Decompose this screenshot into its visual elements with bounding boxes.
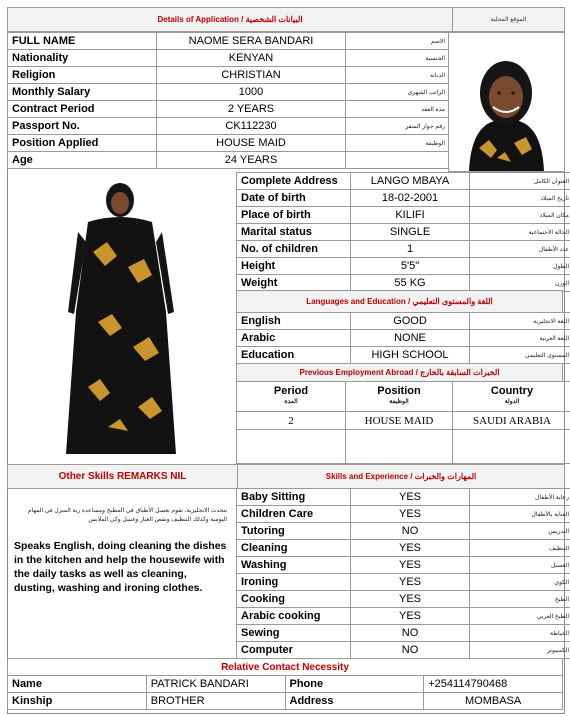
personal-arabic: الراتب الشهري [346,84,450,101]
skill-arabic: رعاية الأطفال [470,489,570,506]
personal-table [7,32,450,169]
details-table [236,172,570,292]
skill-arabic: التنظيف [470,540,570,557]
detail-value: SINGLE [351,224,470,241]
other-skills-arabic: تتحدث الانجليزية، تقوم بغسل الأطباق في المطبخ ومساعدة ربة المنزل في المهام اليومية وكذلك التنظيف ونفض الغبار وغسل وكي الملابس [27,508,227,523]
personal-label: FULL NAME [8,33,157,50]
language-label: Arabic [237,330,351,347]
skill-value: YES [351,506,470,523]
skill-arabic: الكوي [470,574,570,591]
detail-label: Date of birth [237,190,351,207]
personal-label: Contract Period [8,101,157,118]
language-label: English [237,313,351,330]
contact-address-value: MOMBASA [424,693,563,710]
skill-label: Ironing [237,574,351,591]
detail-arabic: تاريخ الميلاد [470,190,570,207]
skill-row [237,506,570,523]
languages-section [236,290,563,313]
language-label: Education [237,347,351,364]
skill-label: Children Care [237,506,351,523]
form-title: Details of Application / البيانات الشخصية [8,8,453,32]
skill-row [237,540,570,557]
language-value: GOOD [351,313,470,330]
contact-section [7,658,563,710]
personal-row [8,50,450,67]
detail-value: KILIFI [351,207,470,224]
photo-label: الموقع المحلية [453,8,565,32]
personal-row [8,84,450,101]
detail-label: Weight [237,275,351,292]
contact-phone-label: Phone [285,676,424,693]
languages-title: Languages and Education / اللغة والمستوى التعليمي [237,291,563,313]
languages-table [236,312,570,364]
section-headers [7,464,565,489]
skill-value: YES [351,591,470,608]
head-photo-image [449,33,564,171]
position-value: HOUSE MAID [346,412,453,430]
detail-label: Complete Address [237,173,351,190]
personal-value: KENYAN [157,50,346,67]
skill-row [237,523,570,540]
employment-section [236,363,563,382]
language-row [237,313,570,330]
skill-value: NO [351,642,470,659]
language-row [237,347,570,364]
detail-row [237,224,570,241]
skill-arabic: العناية بالأطفال [470,506,570,523]
skill-label: Washing [237,557,351,574]
form-header [7,7,565,32]
detail-value: 55 KG [351,275,470,292]
detail-arabic: الوزن [470,275,570,292]
personal-row [8,152,450,169]
language-value: HIGH SCHOOL [351,347,470,364]
contact-phone-value: +254114790468 [424,676,563,693]
language-arabic: المستوى التعليمي [470,347,570,364]
skill-row [237,557,570,574]
personal-arabic: رقم جواز السفر [346,118,450,135]
detail-row [237,258,570,275]
country-value: SAUDI ARABIA [453,412,570,430]
personal-value: HOUSE MAID [157,135,346,152]
detail-row [237,241,570,258]
skills-table [236,488,570,659]
skill-label: Baby Sitting [237,489,351,506]
language-value: NONE [351,330,470,347]
skill-arabic: الغسيل [470,557,570,574]
skill-label: Arabic cooking [237,608,351,625]
personal-label: Position Applied [8,135,157,152]
skill-value: YES [351,608,470,625]
skill-row [237,625,570,642]
contact-name-label: Name [8,676,147,693]
period-value: 2 [237,412,346,430]
detail-row [237,173,570,190]
position-header: Position الوظيفة [346,382,453,412]
skill-value: YES [351,557,470,574]
personal-label: Monthly Salary [8,84,157,101]
detail-arabic: عدد الأطفال [470,241,570,258]
personal-arabic [346,152,450,169]
skill-label: Sewing [237,625,351,642]
country-header: Country الدولة [453,382,570,412]
personal-arabic: مدة العقد [346,101,450,118]
personal-row [8,33,450,50]
skill-value: NO [351,523,470,540]
language-arabic: اللغة العربية [470,330,570,347]
full-body-photo-image [8,172,234,464]
skill-row [237,489,570,506]
personal-value: 1000 [157,84,346,101]
detail-row [237,190,570,207]
language-arabic: اللغة الانجليزية [470,313,570,330]
employment-table [236,381,570,464]
employment-title: Previous Employment Abroad / الخبرات السابقة بالخارج [237,364,563,382]
detail-arabic: الحالة الاجتماعية [470,224,570,241]
skills-title: Skills and Experience / المهارات والخبرات [238,465,565,489]
other-skills-box [8,489,233,659]
personal-value: 2 YEARS [157,101,346,118]
skill-row [237,574,570,591]
detail-row [237,275,570,292]
personal-value: NAOME SERA BANDARI [157,33,346,50]
head-photo [448,32,565,172]
period-header: Period المدة [237,382,346,412]
detail-value: LANGO MBAYA [351,173,470,190]
skill-value: YES [351,574,470,591]
personal-label: Age [8,152,157,169]
personal-value: 24 YEARS [157,152,346,169]
skill-value: NO [351,625,470,642]
skill-arabic: التدريس [470,523,570,540]
detail-row [237,207,570,224]
personal-label: Religion [8,67,157,84]
personal-row [8,101,450,118]
skill-label: Computer [237,642,351,659]
personal-row [8,67,450,84]
skill-label: Cleaning [237,540,351,557]
full-body-photo [8,172,234,464]
detail-arabic: الطول [470,258,570,275]
personal-row [8,135,450,152]
detail-value: 1 [351,241,470,258]
skill-row [237,608,570,625]
personal-value: CK112230 [157,118,346,135]
personal-row [8,118,450,135]
detail-arabic: العنوان الكامل [470,173,570,190]
other-skills-english: Speaks English, doing cleaning the dishes in the kitchen and help the housewife with the daily tasks as well as cleaning, dusting, washing and ironing clothes. [14,540,227,594]
skill-value: YES [351,540,470,557]
contact-kinship-value: BROTHER [146,693,285,710]
contact-kinship-label: Kinship [8,693,147,710]
skill-arabic: الخياطة [470,625,570,642]
detail-label: No. of children [237,241,351,258]
personal-label: Nationality [8,50,157,67]
skill-row [237,642,570,659]
contact-name-value: PATRICK BANDARI [146,676,285,693]
personal-label: Passport No. [8,118,157,135]
skill-value: YES [351,489,470,506]
personal-arabic: الاسم [346,33,450,50]
personal-value: CHRISTIAN [157,67,346,84]
detail-value: 18-02-2001 [351,190,470,207]
skill-arabic: الطبخ [470,591,570,608]
contact-address-label: Address [285,693,424,710]
skill-row [237,591,570,608]
detail-arabic: مكان الميلاد [470,207,570,224]
detail-label: Place of birth [237,207,351,224]
skill-label: Tutoring [237,523,351,540]
detail-label: Marital status [237,224,351,241]
language-row [237,330,570,347]
skill-label: Cooking [237,591,351,608]
detail-value: 5'5" [351,258,470,275]
skill-arabic: الكمبيوتر [470,642,570,659]
other-skills-title: Other Skills REMARKS NIL [8,465,238,489]
personal-arabic: الديانة [346,67,450,84]
skill-arabic: الطبخ العربي [470,608,570,625]
personal-arabic: الوظيفة [346,135,450,152]
personal-arabic: الجنسية [346,50,450,67]
contact-title: Relative Contact Necessity [8,659,563,676]
detail-label: Height [237,258,351,275]
